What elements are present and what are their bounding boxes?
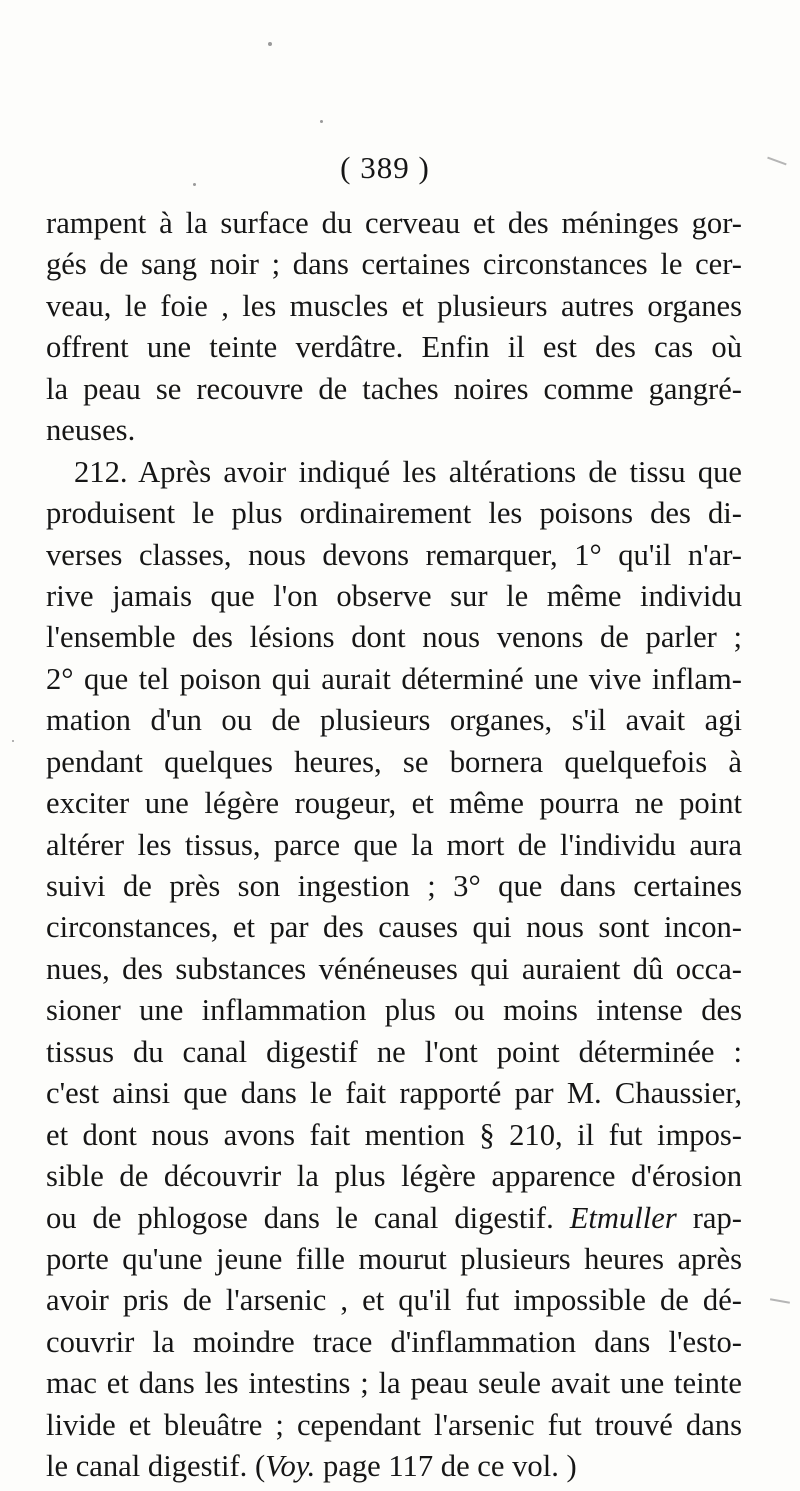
- text-line: tissus du canal digestif ne l'ont point déterminée :: [46, 1034, 742, 1069]
- scan-speck: [320, 120, 323, 123]
- text-segment: ou de phlogose dans le canal digestif.: [46, 1200, 554, 1235]
- body-text: [46, 203, 742, 1488]
- text-line: porte qu'une jeune fille mourut plusieurs heures après: [46, 1241, 742, 1276]
- text-line: rive jamais que l'on observe sur le même individu: [46, 578, 742, 613]
- text-line: 2° que tel poison qui aurait déterminé une vive inflam-: [46, 661, 742, 696]
- text-line-with-italic: [46, 1446, 742, 1487]
- scan-speck: [12, 740, 14, 742]
- text-line: rampent à la surface du cerveau et des méninges gor-: [46, 206, 742, 240]
- text-line: mac et dans les intestins ; la peau seule avait une teinte: [46, 1366, 742, 1401]
- text-line-with-italic: [46, 1198, 742, 1239]
- text-line: suivi de près son ingestion ; 3° que dans certaines: [46, 869, 742, 903]
- page-number: ( 389 ): [340, 150, 430, 185]
- scan-speck: [268, 42, 272, 46]
- text-line: veau, le foie , les muscles et plusieurs autres organes: [46, 288, 742, 323]
- paragraph-start-line: 212. Après avoir indiqué les altérations de tissu que: [74, 454, 742, 489]
- text-line: gés de sang noir ; dans certaines circonstances le cer-: [46, 247, 742, 282]
- author-name-italic: Etmuller: [569, 1200, 677, 1235]
- text-segment: le canal digestif. (: [46, 1449, 266, 1484]
- text-line: offrent une teinte verdâtre. Enfin il est des cas où: [46, 330, 742, 365]
- text-line: neuses.: [46, 413, 136, 448]
- text-line: couvrir la moindre trace d'inflammation dans l'esto-: [46, 1324, 742, 1359]
- text-line: pendant quelques heures, se bornera quelquefois à: [46, 744, 742, 779]
- text-line: livide et bleuâtre ; cependant l'arsenic fut trouvé dans: [46, 1407, 742, 1442]
- text-line: et dont nous avons fait mention § 210, il fut impos-: [46, 1117, 742, 1152]
- reference-italic: Voy.: [265, 1449, 316, 1484]
- text-line: nues, des substances vénéneuses qui auraient dû occa-: [46, 951, 742, 986]
- text-line: sible de découvrir la plus légère apparence d'érosion: [46, 1159, 742, 1194]
- text-line: altérer les tissus, parce que la mort de l'individu aura: [46, 827, 742, 862]
- text-line: circonstances, et par des causes qui nous sont incon-: [46, 910, 742, 945]
- text-line: verses classes, nous devons remarquer, 1° qu'il n'ar-: [46, 537, 742, 572]
- text-line: produisent le plus ordinairement les poisons des di-: [46, 496, 742, 531]
- text-line: la peau se recouvre de taches noires comme gangré-: [46, 371, 742, 406]
- text-line: exciter une légère rougeur, et même pourra ne point: [46, 786, 742, 821]
- text-line: mation d'un ou de plusieurs organes, s'il avait agi: [46, 703, 742, 738]
- text-line: l'ensemble des lésions dont nous venons de parler ;: [46, 620, 742, 655]
- text-segment: rap-: [692, 1200, 742, 1235]
- text-line: sioner une inflammation plus ou moins intense des: [46, 993, 742, 1028]
- text-segment: page 117 de ce vol. ): [322, 1449, 577, 1484]
- text-line: avoir pris de l'arsenic , et qu'il fut impossible de dé-: [46, 1283, 742, 1318]
- text-line: c'est ainsi que dans le fait rapporté par M. Chaussier,: [46, 1076, 742, 1111]
